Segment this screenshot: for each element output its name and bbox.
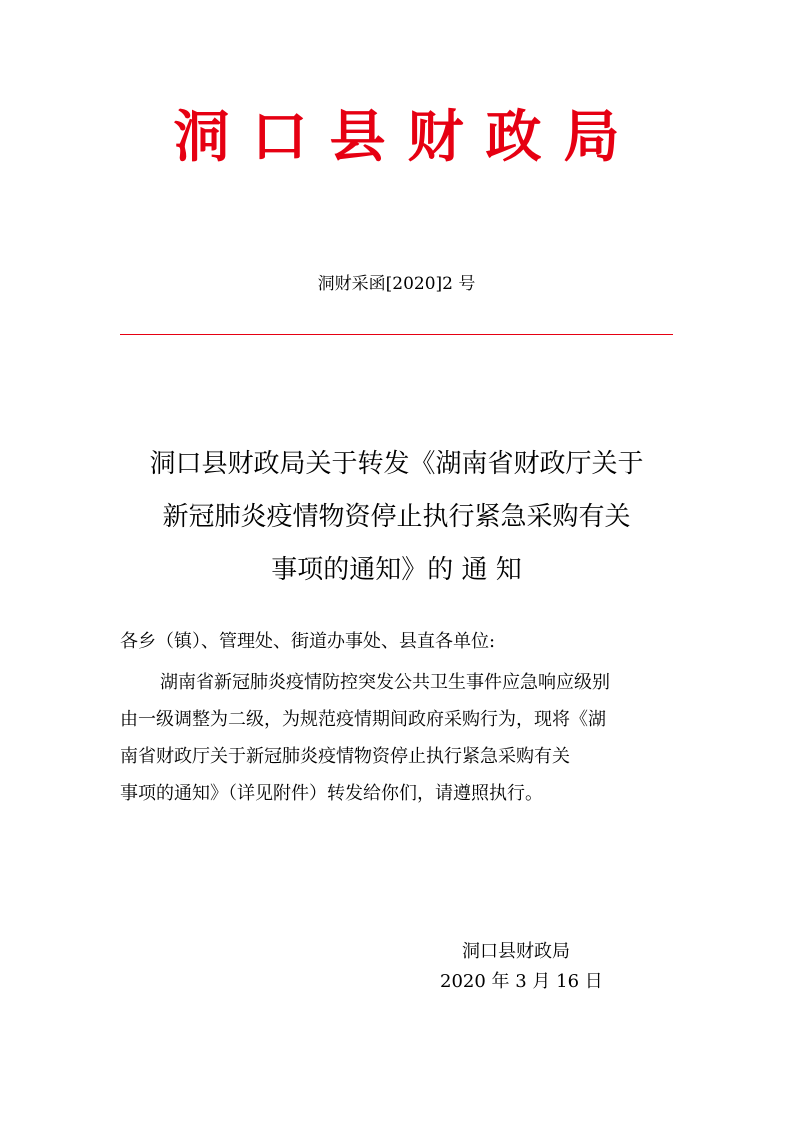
title-line: 事项的通知》的 通 知 — [271, 555, 522, 585]
issuing-authority-header: 洞口县财政局 — [173, 105, 642, 170]
body-line: 湖南省新冠肺炎疫情防控突发公共卫生事件应急响应级别 — [160, 672, 610, 693]
red-separator-line — [120, 334, 673, 335]
document-title — [110, 438, 683, 597]
salutation: 各乡（镇）、管理处、街道办事处、县直各单位: — [120, 631, 496, 652]
signature-date: 2020 年 3 月 16 日 — [440, 971, 603, 992]
body-line: 南省财政厅关于新冠肺炎疫情物资停止执行紧急采购有关 — [120, 746, 570, 767]
signature-organization: 洞口县财政局 — [462, 941, 570, 962]
title-line: 新冠肺炎疫情物资停止执行紧急采购有关 — [162, 502, 631, 532]
body-paragraph — [120, 664, 680, 812]
title-line: 洞口县财政局关于转发《湖南省财政厅关于 — [149, 449, 644, 479]
document-number: 洞财采函[2020]2 号 — [317, 274, 476, 294]
body-line: 事项的通知》（详见附件）转发给你们，请遵照执行。 — [120, 783, 543, 804]
body-line: 由一级调整为二级，为规范疫情期间政府采购行为，现将《湖 — [120, 709, 606, 730]
